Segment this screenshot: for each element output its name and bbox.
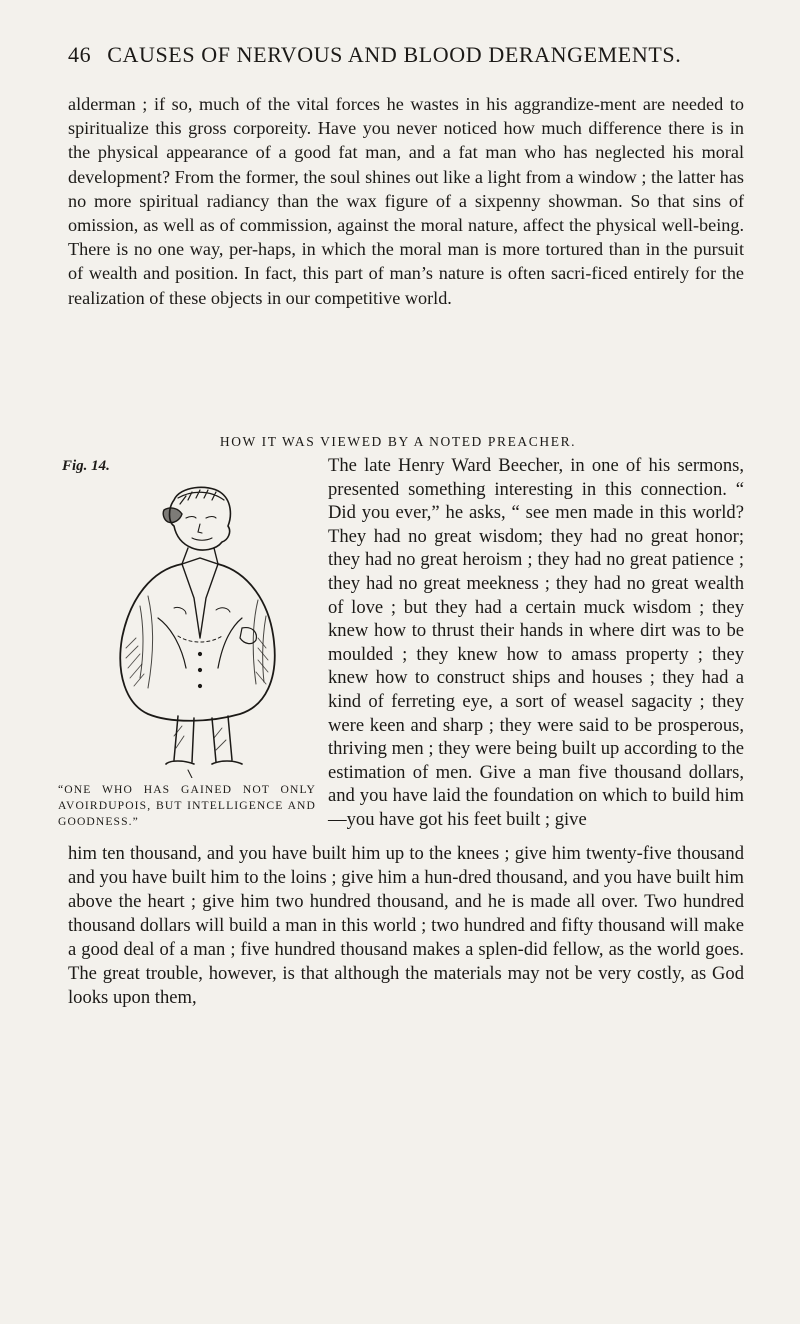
figure-label: Fig. 14. (62, 458, 110, 474)
figure-caption: “ONE WHO HAS GAINED NOT ONLY AVOIRDUPOIS, BUT INTELLIGENCE AND GOODNESS.” (58, 783, 316, 828)
engraving-fat-man-figure (82, 478, 312, 778)
running-head (68, 42, 748, 68)
running-title: CAUSES OF NERVOUS AND BLOOD DERANGEMENTS. (107, 42, 682, 67)
full-width-text: him ten thousand, and you have built him up to the knees ; give him twenty-five thousand and you have built him to the loins ; give him a hun-dred thousand, and you have built him above the heart ; give him two hundred thousand, and he is made all over. Two hundred thousand dollars will build a man in this world ; two hundred and fifty thousand will make a good deal of a man ; five hundred thousand makes a splen-did fellow, as the world goes. The great trouble, however, is that although the materials may not be very costly, as God looks upon them, (68, 843, 744, 1008)
page-number: 46 (68, 42, 92, 67)
column-text: The late Henry Ward Beecher, in one of his sermons, presented something interesting in this connection. “ Did you ever,” he asks, “ see men made in this world? They had no great wisdom; they had no great honor; they had no great heroism ; they had no great patience ; they had no great meekness ; they had no great wealth of love ; but they had a certain muck wisdom ; they knew how to thrust their hands in where dirt was to be moulded ; they knew how to amass property ; they knew how to construct ships and houses ; they had a kind of ferreting eye, a sort of weasel sagacity ; they were keen and sharp ; they were said to be prosperous, thriving men ; they were being built up according to the estimation of men. Give a man five thousand dollars, and you have laid the foundation on which to build him—you have got his feet built ; give (328, 455, 744, 830)
figure-illustration (82, 478, 312, 778)
body-paragraph-1: alderman ; if so, much of the vital forces he wastes in his aggrandize-ment are needed to spiritualize this gross corporeity. Have you never noticed how much difference there is in the physical appearance of a good fat man, and a fat man who has neglected his moral development? From the former, the soul shines out like a light from a window ; the latter has no more spiritual radiancy than the wax figure of a sixpenny showman. So that sins of omission, as well as of commission, against the moral nature, affect the physical well-being. There is no one way, per-haps, in which the moral man is more tortured than in the pursuit of wealth and position. In fact, this part of man’s nature is often sacri-ficed entirely for the realization of these objects in our competitive world. (68, 94, 744, 308)
section-heading: HOW IT WAS VIEWED BY A NOTED PREACHER. (219, 434, 577, 449)
